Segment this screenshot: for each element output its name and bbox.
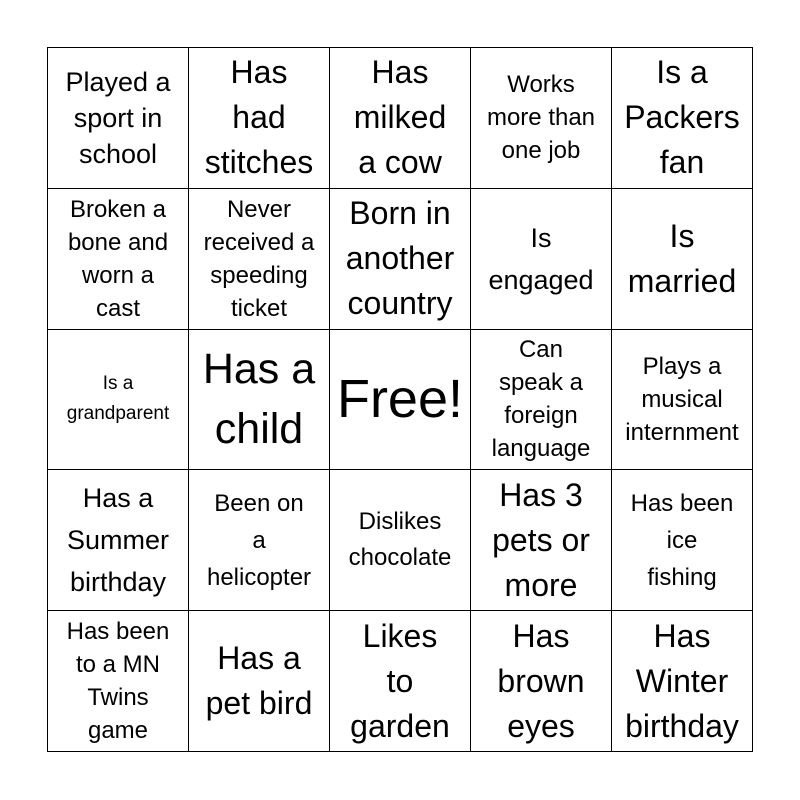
bingo-cell[interactable] — [471, 330, 612, 471]
bingo-cell[interactable] — [48, 470, 189, 611]
bingo-cell[interactable] — [189, 470, 330, 611]
bingo-cell[interactable] — [471, 611, 612, 752]
bingo-board — [47, 47, 753, 752]
cell-label: Dislikes chocolate — [348, 508, 452, 572]
bingo-cell[interactable] — [189, 330, 330, 471]
free-space-cell[interactable] — [330, 330, 471, 471]
cell-label: Never received a speeding ticket — [203, 195, 315, 322]
cell-label: Played a sport in school — [65, 66, 171, 169]
bingo-cell[interactable] — [612, 470, 753, 611]
cell-label: Has brown eyes — [497, 617, 585, 744]
bingo-cell[interactable] — [330, 189, 471, 330]
cell-label: Is engaged — [488, 222, 594, 295]
cell-label: Has milked a cow — [353, 54, 447, 181]
cell-label: Plays a musical internment — [625, 352, 739, 446]
bingo-cell[interactable] — [189, 48, 330, 189]
bingo-cell[interactable] — [330, 470, 471, 611]
bingo-cell[interactable] — [612, 330, 753, 471]
bingo-cell[interactable] — [612, 48, 753, 189]
bingo-cell[interactable] — [471, 189, 612, 330]
bingo-cell[interactable] — [612, 189, 753, 330]
cell-label: Likes to garden — [350, 617, 450, 744]
free-space-label: Free! — [336, 369, 464, 430]
cell-label: Born in another country — [345, 195, 455, 322]
cell-label: Has had stitches — [204, 54, 314, 181]
cell-label: Has been to a MN Twins game — [66, 618, 170, 745]
cell-label: Can speak a foreign language — [491, 336, 591, 463]
cell-label: Works more than one job — [486, 71, 596, 165]
cell-label: Been on a helicopter — [206, 489, 312, 591]
cell-label: Has 3 pets or more — [492, 476, 590, 603]
bingo-cell[interactable] — [612, 611, 753, 752]
bingo-cell[interactable] — [48, 330, 189, 471]
bingo-cell[interactable] — [471, 470, 612, 611]
bingo-cell[interactable] — [189, 611, 330, 752]
cell-label: Has Winter birthday — [625, 617, 739, 744]
cell-label: Is a grandparent — [66, 373, 170, 425]
cell-label: Has a Summer birthday — [66, 483, 169, 598]
bingo-cell[interactable] — [48, 48, 189, 189]
bingo-cell[interactable] — [330, 48, 471, 189]
bingo-cell[interactable] — [471, 48, 612, 189]
cell-label: Has a child — [202, 345, 316, 454]
bingo-cell[interactable] — [48, 611, 189, 752]
cell-label: Has been ice fishing — [630, 489, 734, 591]
cell-label: Has a pet bird — [205, 640, 313, 722]
bingo-cell[interactable] — [48, 189, 189, 330]
bingo-cell[interactable] — [189, 189, 330, 330]
cell-label: Is married — [627, 217, 737, 299]
cell-label: Broken a bone and worn a cast — [67, 195, 169, 322]
bingo-cell[interactable] — [330, 611, 471, 752]
cell-label: Is a Packers fan — [624, 54, 740, 181]
